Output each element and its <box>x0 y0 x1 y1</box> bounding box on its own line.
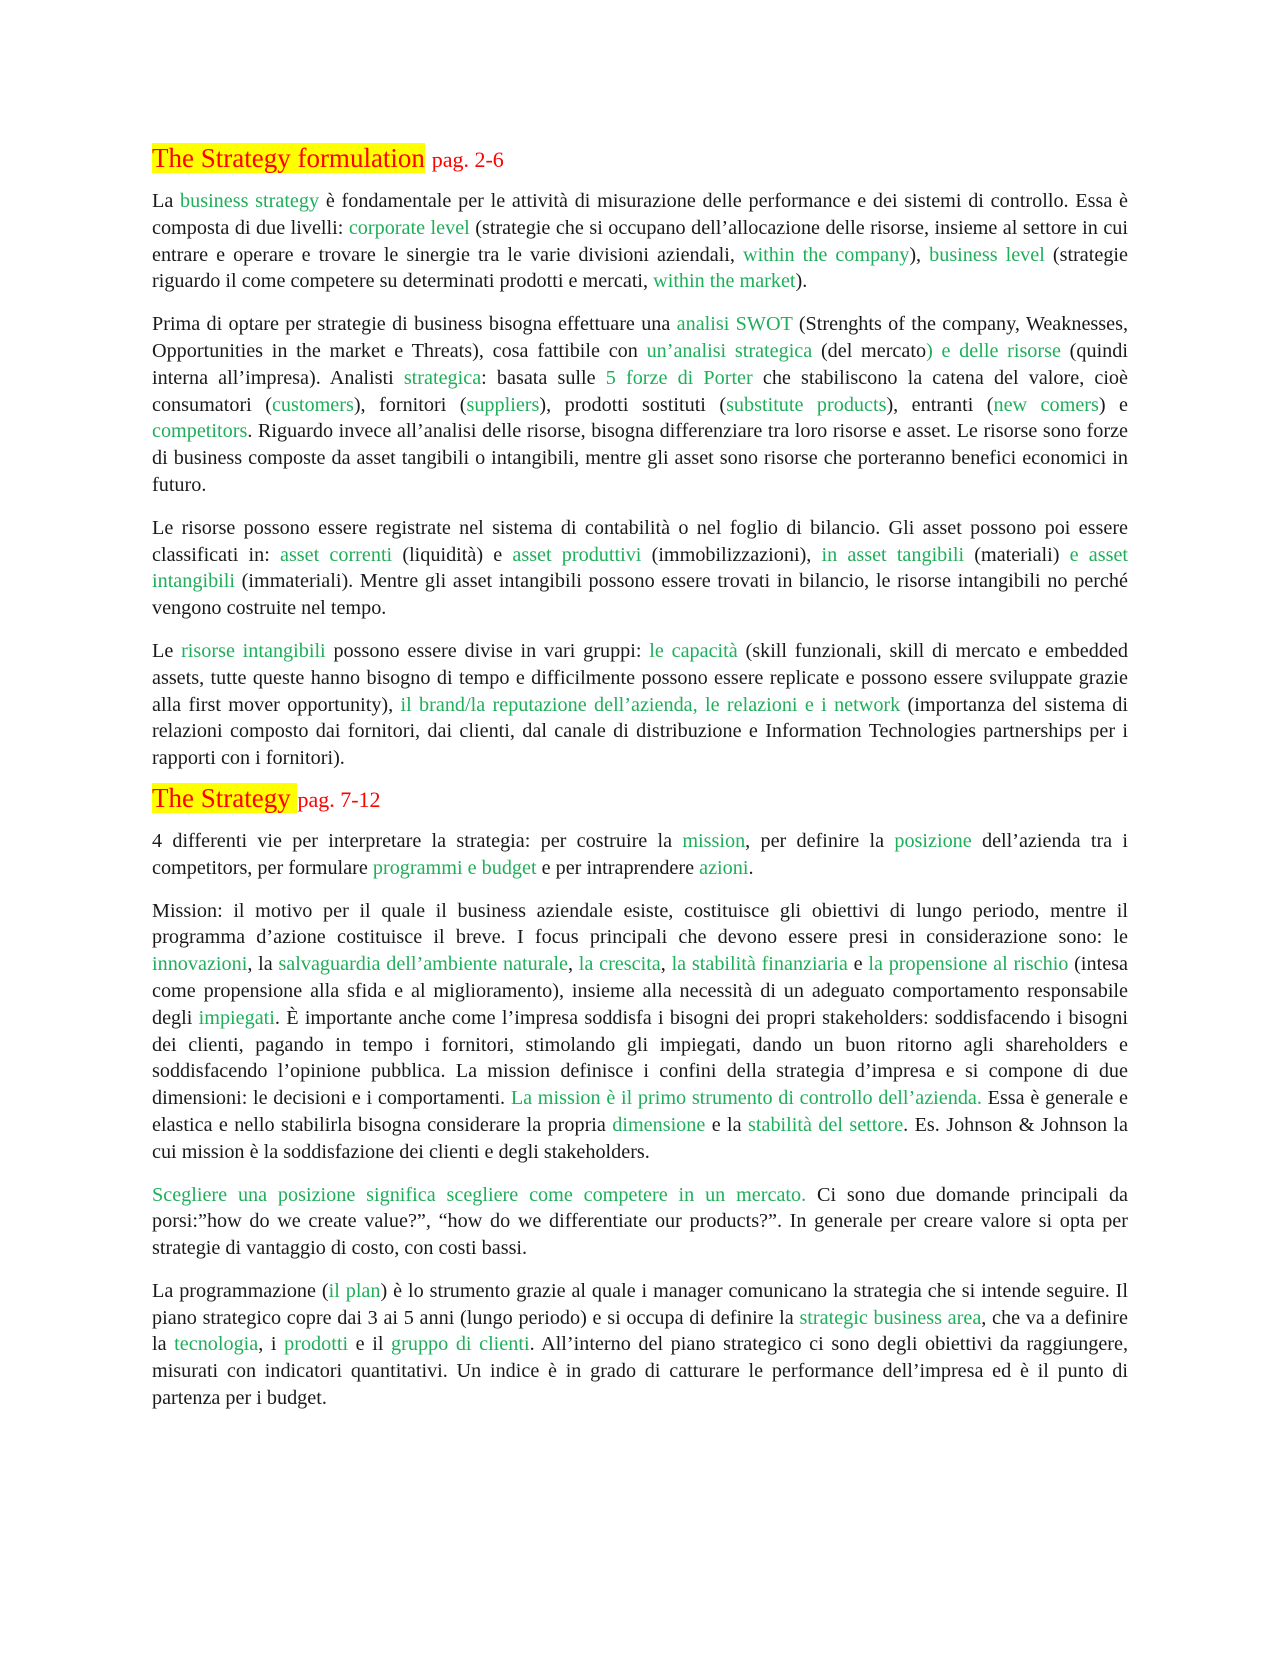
highlighted-term: analisi SWOT <box>676 313 793 336</box>
text-run: (intesa come propensione alla sfida e al miglioramento), insieme alla necessità di un adeguato comportamento responsabile degli <box>152 953 1128 1029</box>
text-run: , <box>660 953 672 976</box>
highlighted-term: azioni <box>699 856 749 879</box>
highlighted-term: posizione <box>894 829 972 852</box>
highlighted-term: corporate level <box>348 216 470 239</box>
highlighted-term: dimensione <box>612 1113 706 1136</box>
highlighted-term: tecnologia <box>174 1333 259 1356</box>
highlighted-term: customers <box>271 393 354 416</box>
text-run: ), <box>909 243 930 266</box>
text-run: ) è lo strumento grazie al quale i manager comunicano la strategia che si intende seguire. Il piano strategico copre dai 3 ai 5 anni (lungo periodo) e si occupa di definire la <box>152 1279 1128 1329</box>
text-run: (strategie che si occupano dell’allocazione delle risorse, insieme al settore in cui entrare e operare e trovare le sinergie tra le varie divisioni aziendali, <box>152 216 1128 266</box>
text-run: ). <box>795 270 808 293</box>
text-run: (del mercato <box>812 339 927 362</box>
highlighted-term: 5 forze di Porter <box>605 366 753 389</box>
text-run: ) e <box>1098 393 1128 416</box>
highlighted-term: programmi e budget <box>372 856 537 879</box>
highlighted-term: stabilità del settore <box>748 1113 904 1136</box>
text-run: . Es. Johnson & Johnson la cui mission è la soddisfazione dei clienti e degli stakeholders. <box>152 1113 1129 1163</box>
highlighted-term: within the company <box>742 243 910 266</box>
text-run: (materiali) <box>964 543 1070 566</box>
text-run: (immobilizzazioni), <box>641 543 822 566</box>
highlighted-term: asset correnti <box>279 543 393 566</box>
text-run: (Strenghts of the company, Weaknesses, Opportunities in the market e Threats), cosa fattibile con <box>152 313 1128 362</box>
text-run: (quindi interna all’impresa). Analisti <box>152 339 1128 389</box>
text-run: è fondamentale per le attività di misurazione delle performance e dei sistemi di controllo. Essa è composta di due livelli: <box>152 190 1129 239</box>
highlighted-term: in asset tangibili <box>821 543 965 566</box>
highlighted-term: asset produttivi <box>512 543 642 566</box>
highlighted-term: risorse intangibili <box>181 639 326 662</box>
highlighted-term: La mission è il primo strumento di controllo dell’azienda. <box>510 1087 982 1110</box>
text-run: 4 differenti vie per interpretare la strategia: per costruire la <box>152 829 683 852</box>
text-run: ), prodotti sostituti ( <box>539 393 727 416</box>
paragraph <box>152 188 1128 295</box>
text-run: , la <box>247 953 279 976</box>
highlighted-term: e asset intangibili <box>152 543 1129 593</box>
text-run: (skill funzionali, skill di mercato e embedded assets, tutte queste hanno bisogno di tempo e difficilmente possono essere replicate e possono essere sviluppate grazie alla first mover opportunity), <box>152 639 1128 716</box>
text-run: , <box>567 953 579 976</box>
text-run: ), fornitori ( <box>353 393 467 416</box>
highlighted-term: gruppo di clienti <box>391 1333 530 1356</box>
text-run: (strategie riguardo il come competere su determinati prodotti e mercati, <box>152 243 1128 293</box>
text-run: , per definire la <box>745 829 895 852</box>
page-reference: pag. 2-6 <box>431 147 504 172</box>
highlighted-term: business strategy <box>180 190 320 212</box>
paragraph <box>152 1278 1128 1412</box>
section-heading <box>152 780 1128 818</box>
text-run: Essa è generale e elastica e nello stabilirla bisogna considerare la propria <box>152 1087 1129 1136</box>
text-run: Ci sono due domande principali da porsi:”how do we create value?”, “how do we differentiate our products?”. In generale per creare valore si opta per strategie di vantaggio di costo, con costi bassi. <box>152 1183 1128 1260</box>
paragraph <box>152 898 1128 1166</box>
highlighted-term: strategic business area <box>799 1306 982 1329</box>
text-run: . È importante anche come l’impresa soddisfa i bisogni dei propri stakeholders: soddisfacendo i bisogni dei clienti, pagando in tempo i fornitori, stimolando gli impiegati, dando un buon ritorno agli shareholders e soddisfacendo l’opinione pubblica. La mission definisce i confini della strategia d’impresa e si compone di due dimensioni: le decisioni e i comportamenti. <box>152 1006 1128 1110</box>
section-heading <box>152 140 1128 178</box>
text-run: che stabiliscono la catena del valore, cioè consumatori ( <box>152 366 1128 416</box>
text-run: : basata sulle <box>481 366 606 389</box>
text-run: dell’azienda tra i competitors, per formulare <box>152 829 1129 879</box>
paragraph <box>152 638 1128 772</box>
text-run: (importanza del sistema di relazioni composto dai fornitori, dai clienti, dal canale di distribuzione e Information Technologies partnerships per i rapporti con i fornitori). <box>152 693 1128 770</box>
text-run: Le <box>152 639 182 662</box>
text-run: e la <box>705 1113 749 1136</box>
text-run: La programmazione ( <box>152 1279 329 1302</box>
text-run: Mission: il motivo per il quale il business aziendale esiste, costituisce gli obiettivi di lungo periodo, mentre il programma d’azione costituisce il breve. I focus principali che devono essere presi in considerazione sono: le <box>152 899 1128 949</box>
text-run: Prima di optare per strategie di business bisogna effettuare una <box>152 313 677 336</box>
paragraph <box>152 828 1128 882</box>
highlighted-term: impiegati <box>198 1006 275 1029</box>
section-title: The Strategy formulation <box>152 143 425 173</box>
highlighted-term: ) e delle risorse <box>926 339 1061 362</box>
highlighted-term: Scegliere una posizione significa scegliere come competere in un mercato. <box>152 1183 807 1206</box>
text-run: e <box>847 953 869 976</box>
highlighted-term: il brand/la reputazione dell’azienda, le relazioni e i network <box>400 693 901 716</box>
text-run: e il <box>348 1333 392 1356</box>
highlighted-term: le capacità <box>649 639 738 662</box>
highlighted-term: new comers <box>993 393 1099 416</box>
text-run: (liquidità) e <box>392 543 513 566</box>
highlighted-term: il plan <box>328 1279 381 1302</box>
page-reference: pag. 7-12 <box>297 786 381 812</box>
highlighted-term: la crescita <box>578 953 661 976</box>
highlighted-term: competitors <box>152 420 248 443</box>
paragraph <box>152 515 1128 622</box>
text-run: e per intraprendere <box>536 856 700 879</box>
highlighted-term: suppliers <box>466 393 540 416</box>
highlighted-term: un’analisi strategica <box>646 339 813 362</box>
paragraph <box>152 1182 1128 1262</box>
highlighted-term: mission <box>682 829 746 852</box>
highlighted-term: business level <box>929 243 1045 266</box>
text-run: ), entranti ( <box>886 393 994 416</box>
text-run: Le risorse possono essere registrate nel sistema di contabilità o nel foglio di bilancio. Gli asset possono poi essere classificati in: <box>152 516 1128 566</box>
text-run: possono essere divise in vari gruppi: <box>325 639 650 662</box>
text-run: , che va a definire la <box>152 1306 1128 1356</box>
section-title: The Strategy <box>152 782 298 813</box>
highlighted-term: innovazioni <box>152 953 248 976</box>
text-run: La <box>152 190 181 212</box>
text-run: . <box>748 856 754 879</box>
text-run: . Riguardo invece all’analisi delle risorse, bisogna differenziare tra loro risorse e asset. Le risorse sono forze di business composte da asset tangibili o intangibili, mentre gli asset sono risorse che porteranno benefici economici in futuro. <box>152 420 1128 496</box>
highlighted-term: within the market <box>653 270 796 293</box>
text-run: (immateriali). Mentre gli asset intangibili possono essere trovati in bilancio, le risorse intangibili no perché vengono costruite nel tempo. <box>152 570 1128 620</box>
highlighted-term: salvaguardia dell’ambiente naturale <box>278 953 568 976</box>
highlighted-term: la propensione al rischio <box>868 953 1069 976</box>
text-run: . All’interno del piano strategico ci sono degli obiettivi da raggiungere, misurati con indicatori quantitativi. Un indice è in grado di catturare le performance dell’impresa ed è il punto di partenza per i budget. <box>152 1333 1129 1410</box>
paragraph <box>152 311 1128 499</box>
highlighted-term: strategica <box>403 366 482 389</box>
highlighted-term: substitute products <box>726 393 887 416</box>
highlighted-term: prodotti <box>284 1333 349 1356</box>
text-run: , i <box>258 1333 285 1356</box>
highlighted-term: la stabilità finanziaria <box>671 953 848 976</box>
